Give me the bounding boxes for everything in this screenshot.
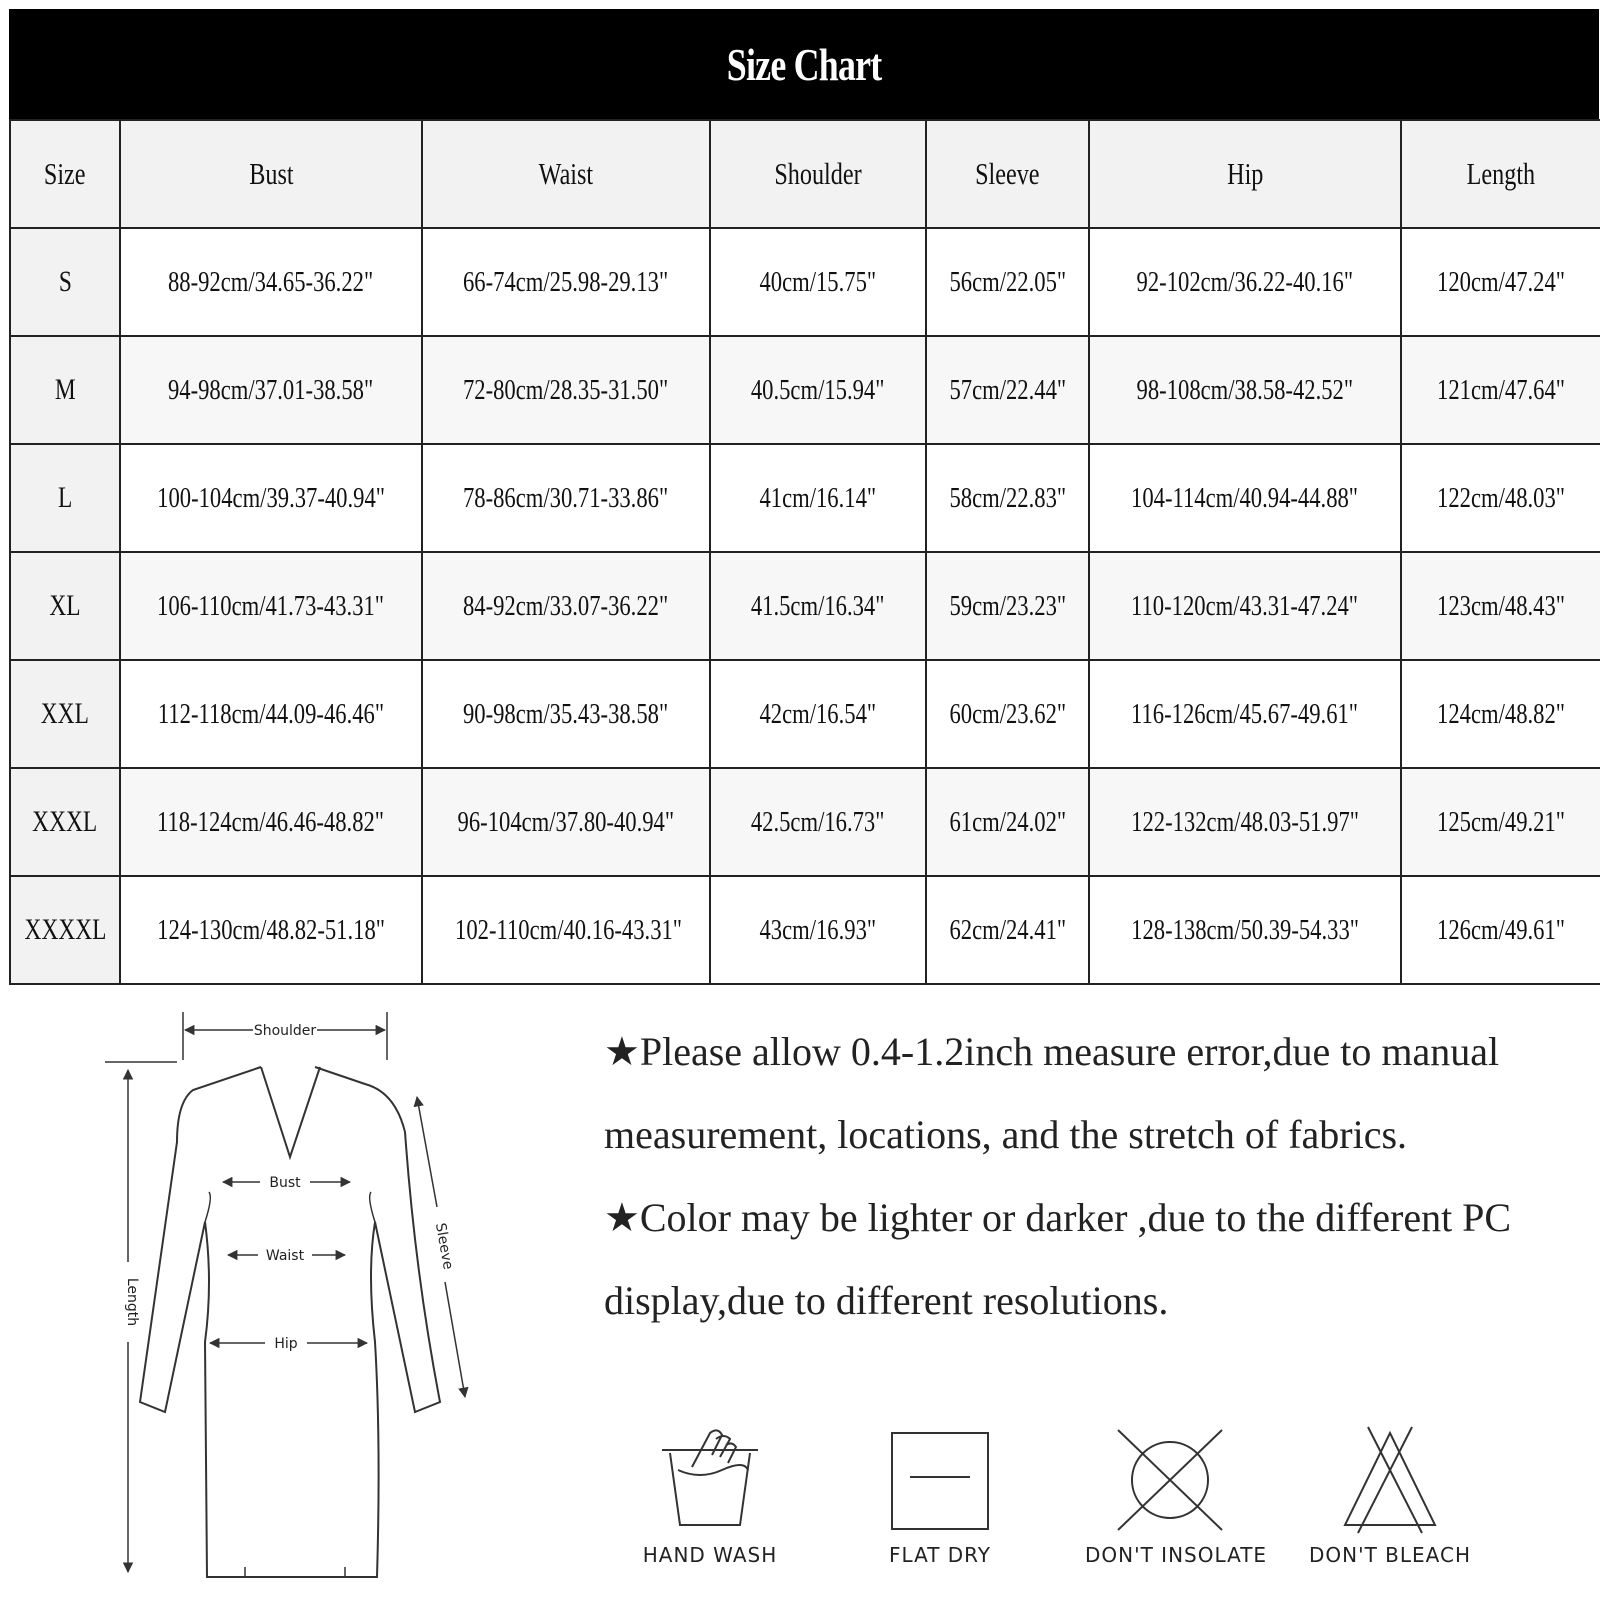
measurement-cell-shoulder: [710, 552, 926, 660]
measurement-cell-bust: [120, 228, 422, 336]
measurement-cell-hip: [1089, 660, 1401, 768]
measurement-cell-hip: [1089, 768, 1401, 876]
cell-text: S: [58, 265, 72, 298]
table-row: [10, 228, 1600, 336]
cell-text: 56cm/22.05": [949, 265, 1066, 298]
cell-text: 118-124cm/46.46-48.82": [157, 805, 385, 838]
column-header-hip: [1089, 120, 1401, 228]
cell-text: 106-110cm/41.73-43.31": [157, 589, 385, 622]
measurement-cell-sleeve: [926, 336, 1089, 444]
dont-bleach-icon: [1330, 1425, 1450, 1535]
care-dont-bleach: [1305, 1425, 1475, 1567]
size-cell: [10, 768, 120, 876]
measurement-cell-sleeve: [926, 660, 1089, 768]
measurement-cell-bust: [120, 876, 422, 984]
chart-title-text: Size Chart: [726, 38, 882, 90]
measurement-cell-shoulder: [710, 876, 926, 984]
dress-measurement-diagram: [95, 1012, 515, 1597]
measurement-cell-shoulder: [710, 444, 926, 552]
cell-text: XXXL: [32, 805, 98, 838]
table-row: [10, 444, 1600, 552]
care-dont-insolate: [1085, 1425, 1268, 1567]
measurement-cell-hip: [1089, 336, 1401, 444]
bust-label: Bust: [269, 1175, 301, 1191]
cell-text: 40.5cm/15.94": [751, 373, 885, 406]
measurement-cell-waist: [422, 876, 710, 984]
size-cell: [10, 228, 120, 336]
size-cell: [10, 336, 120, 444]
cell-text: 112-118cm/44.09-46.46": [157, 697, 385, 730]
size-cell: [10, 660, 120, 768]
size-cell: [10, 876, 120, 984]
cell-text: 123cm/48.43": [1437, 589, 1565, 622]
cell-text: 57cm/22.44": [949, 373, 1066, 406]
measurement-cell-waist: [422, 660, 710, 768]
column-header-shoulder: [710, 120, 926, 228]
cell-text: XL: [49, 589, 81, 622]
cell-text: XXXXL: [24, 913, 106, 946]
flat-dry-label: FLAT DRY: [888, 1543, 992, 1567]
measurement-cell-shoulder: [710, 336, 926, 444]
cell-text: 78-86cm/30.71-33.86": [463, 481, 669, 514]
column-header-length: [1401, 120, 1600, 228]
measurement-cell-bust: [120, 336, 422, 444]
cell-text: 126cm/49.61": [1437, 913, 1565, 946]
measurement-cell-waist: [422, 228, 710, 336]
cell-text: 98-108cm/38.58-42.52": [1136, 373, 1354, 406]
measurement-cell-bust: [120, 552, 422, 660]
note-color: ★Color may be lighter or darker ,due to the different PC display,due to different resolutions.: [604, 1195, 1512, 1323]
cell-text: 59cm/23.23": [949, 589, 1066, 622]
column-header-bust: [120, 120, 422, 228]
cell-text: 90-98cm/35.43-38.58": [463, 697, 669, 730]
column-header-sleeve: [926, 120, 1089, 228]
cell-text: L: [57, 481, 73, 514]
column-header-text: Sleeve: [975, 156, 1040, 191]
measurement-cell-hip: [1089, 228, 1401, 336]
column-header-text: Bust: [248, 156, 294, 191]
cell-text: 96-104cm/37.80-40.94": [457, 805, 675, 838]
column-header-text: Hip: [1226, 156, 1264, 191]
cell-text: 116-126cm/45.67-49.61": [1131, 697, 1359, 730]
cell-text: 122-132cm/48.03-51.97": [1131, 805, 1359, 838]
dress-outline: [140, 1067, 440, 1577]
cell-text: XXL: [40, 697, 90, 730]
measurement-cell-waist: [422, 444, 710, 552]
cell-text: 60cm/23.62": [949, 697, 1066, 730]
size-table: [9, 119, 1600, 985]
shoulder-label: Shoulder: [253, 1023, 317, 1039]
measurement-cell-hip: [1089, 444, 1401, 552]
measurement-cell-length: [1401, 660, 1600, 768]
measurement-cell-length: [1401, 552, 1600, 660]
measurement-cell-sleeve: [926, 768, 1089, 876]
cell-text: 94-98cm/37.01-38.58": [168, 373, 374, 406]
cell-text: 42cm/16.54": [759, 697, 877, 730]
cell-text: 41cm/16.14": [759, 481, 877, 514]
table-row: [10, 336, 1600, 444]
cell-text: 43cm/16.93": [759, 913, 877, 946]
column-header-waist: [422, 120, 710, 228]
cell-text: 61cm/24.02": [949, 805, 1066, 838]
cell-text: 125cm/49.21": [1437, 805, 1565, 838]
cell-text: 124-130cm/48.82-51.18": [157, 913, 385, 946]
column-header-text: Size: [44, 156, 86, 191]
table-row: [10, 552, 1600, 660]
table-header-row: [10, 120, 1600, 228]
measurement-cell-waist: [422, 768, 710, 876]
care-hand-wash: [625, 1425, 795, 1567]
cell-text: 122cm/48.03": [1437, 481, 1565, 514]
flat-dry-icon: [880, 1425, 1000, 1535]
measurement-cell-length: [1401, 768, 1600, 876]
cell-text: 128-138cm/50.39-54.33": [1131, 913, 1359, 946]
measurement-cell-waist: [422, 552, 710, 660]
sleeve-label: Sleeve: [431, 1221, 456, 1271]
cell-text: 42.5cm/16.73": [751, 805, 885, 838]
measurement-cell-sleeve: [926, 552, 1089, 660]
measurement-cell-length: [1401, 228, 1600, 336]
hand-wash-label: HAND WASH: [642, 1543, 778, 1567]
hand-wash-icon: [650, 1425, 770, 1535]
measurement-cell-waist: [422, 336, 710, 444]
cell-text: 104-114cm/40.94-44.88": [1131, 481, 1359, 514]
measurement-cell-shoulder: [710, 660, 926, 768]
cell-text: 41.5cm/16.34": [751, 589, 885, 622]
waist-label: Waist: [265, 1248, 305, 1264]
chart-title: [9, 9, 1599, 119]
measurement-cell-hip: [1089, 552, 1401, 660]
measurement-cell-bust: [120, 768, 422, 876]
cell-text: 121cm/47.64": [1437, 373, 1565, 406]
measurement-cell-length: [1401, 336, 1600, 444]
care-flat-dry: [855, 1425, 1025, 1567]
cell-text: 92-102cm/36.22-40.16": [1136, 265, 1354, 298]
measurement-cell-sleeve: [926, 228, 1089, 336]
table-row: [10, 768, 1600, 876]
cell-text: 66-74cm/25.98-29.13": [463, 265, 669, 298]
measurement-cell-hip: [1089, 876, 1401, 984]
column-header-text: Length: [1466, 156, 1536, 191]
cell-text: M: [54, 373, 76, 406]
cell-text: 58cm/22.83": [949, 481, 1066, 514]
table-row: [10, 660, 1600, 768]
notes: [604, 1010, 1594, 1342]
cell-text: 62cm/24.41": [949, 913, 1066, 946]
measurement-cell-length: [1401, 444, 1600, 552]
cell-text: 102-110cm/40.16-43.31": [455, 913, 683, 946]
measurement-cell-sleeve: [926, 876, 1089, 984]
dont-bleach-label: DON'T BLEACH: [1308, 1543, 1471, 1567]
cell-text: 84-92cm/33.07-36.22": [463, 589, 669, 622]
note-measure-error: ★Please allow 0.4-1.2inch measure error,due to manual measurement, locations, and the stretch of fabrics.: [604, 1029, 1500, 1157]
measurement-cell-bust: [120, 660, 422, 768]
table-row: [10, 876, 1600, 984]
column-header-text: Waist: [538, 156, 594, 191]
column-header-text: Shoulder: [774, 156, 862, 191]
measurement-cell-sleeve: [926, 444, 1089, 552]
cell-text: 110-120cm/43.31-47.24": [1131, 589, 1359, 622]
cell-text: 40cm/15.75": [759, 265, 877, 298]
v-neckline: [261, 1067, 320, 1157]
dont-insolate-label: DON'T INSOLATE: [1085, 1543, 1268, 1567]
measurement-cell-shoulder: [710, 228, 926, 336]
size-cell: [10, 444, 120, 552]
measurement-cell-length: [1401, 876, 1600, 984]
cell-text: 72-80cm/28.35-31.50": [463, 373, 669, 406]
length-label: Length: [124, 1277, 140, 1327]
hip-label: Hip: [274, 1336, 298, 1352]
cell-text: 88-92cm/34.65-36.22": [168, 265, 374, 298]
measurement-cell-bust: [120, 444, 422, 552]
size-cell: [10, 552, 120, 660]
measurement-cell-shoulder: [710, 768, 926, 876]
cell-text: 124cm/48.82": [1437, 697, 1565, 730]
cell-text: 100-104cm/39.37-40.94": [157, 481, 385, 514]
dont-insolate-icon: [1110, 1425, 1230, 1535]
cell-text: 120cm/47.24": [1437, 265, 1565, 298]
column-header-size: [10, 120, 120, 228]
